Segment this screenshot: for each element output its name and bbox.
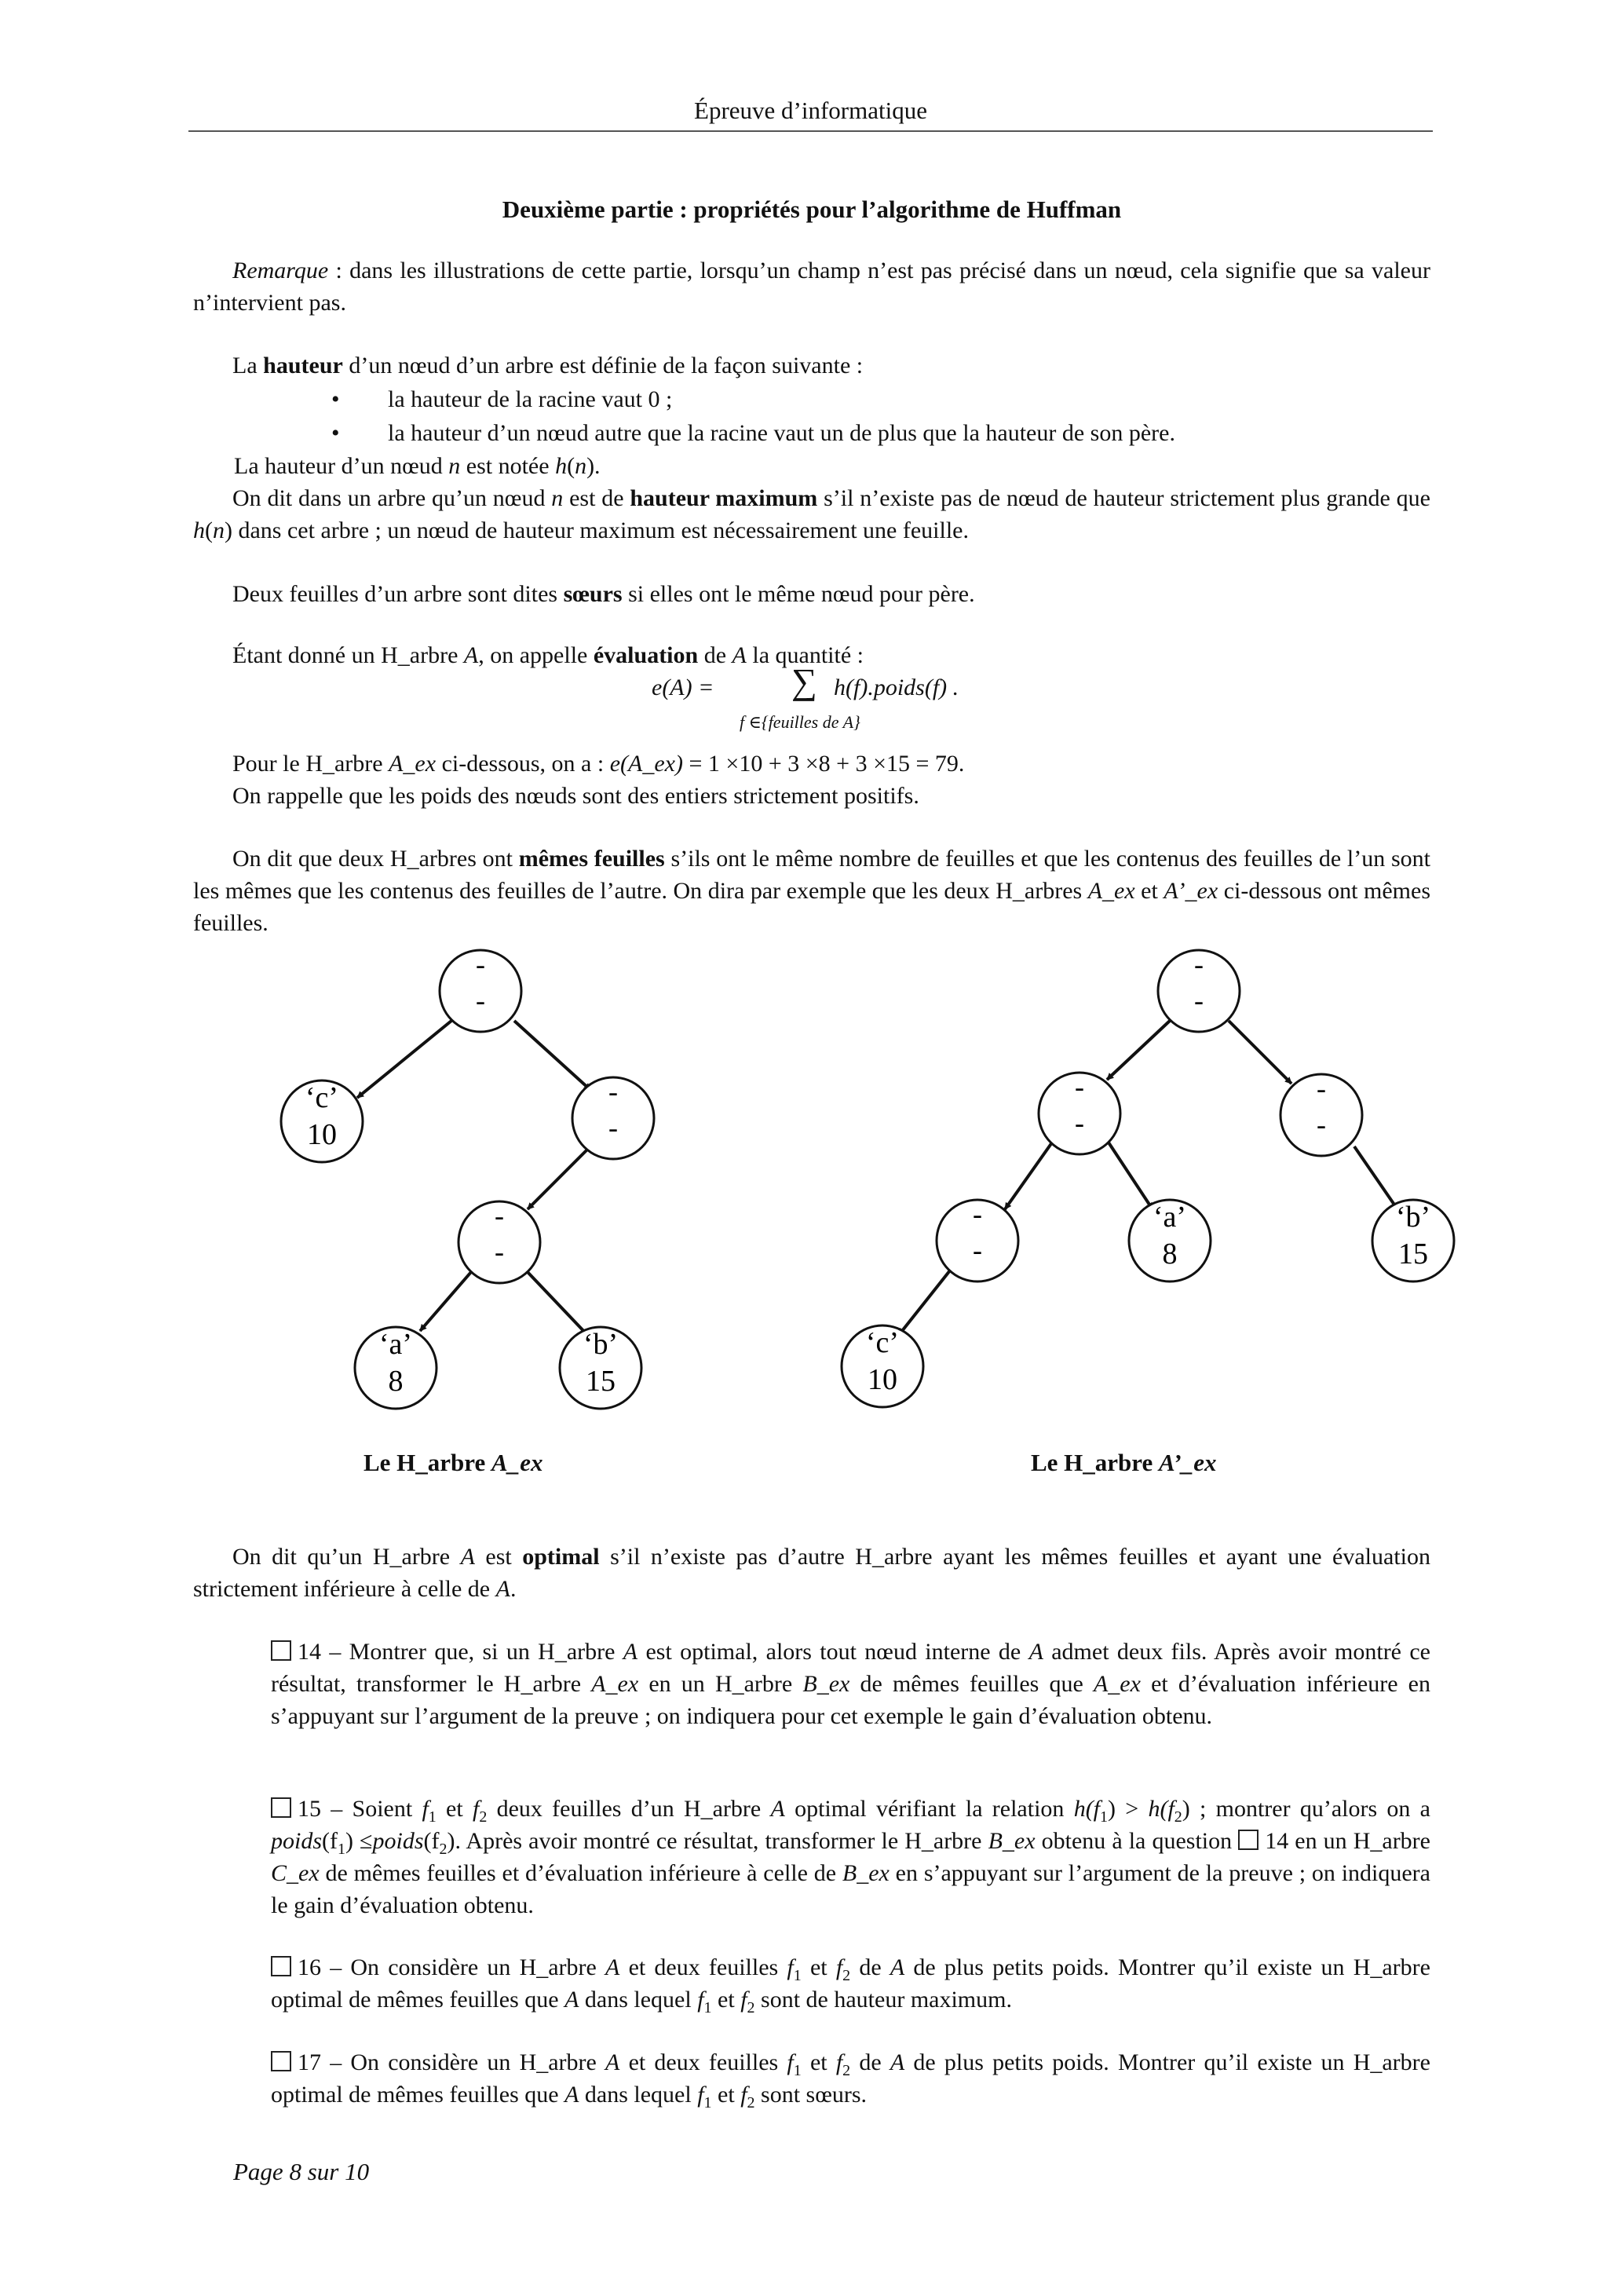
math: f [472,1796,480,1822]
math: A [623,1639,638,1665]
question-15 [271,1793,1430,1921]
text: = 1 ×10 + 3 ×8 + 3 ×15 = 79. [682,751,965,777]
text: ) ≤ [345,1828,373,1854]
tree-name: A_ex [389,751,437,777]
node-char: - [1075,1071,1084,1102]
tree-b-root-node [1158,949,1240,1032]
math: A [770,1796,785,1822]
text: est [474,1544,523,1570]
text: et [801,2049,836,2075]
evaluation-recall: On rappelle que les poids des nœuds sont des entiers strictement positifs. [232,783,919,809]
subscript: 1 [793,2062,802,2079]
text: ( [205,517,213,543]
term-optimal: optimal [522,1544,600,1570]
text: d’un nœud d’un arbre est définie de la façon suivante : [342,353,864,378]
text: est optimal, alors tout nœud interne de [637,1639,1029,1665]
question-17 [271,2046,1430,2111]
text: s’ils ont le même nombre de feuilles et que les contenus des feuilles de l’un sont les mêmes que les contenus des feuilles de l’autre. On dira par exemple que les deux H_arbres [193,846,1430,904]
tree-name: B_ex [802,1671,850,1697]
checkbox-icon [271,2051,291,2071]
text: la quantité : [746,642,864,668]
node-weight: - [973,1234,982,1266]
tree-a-leaf-c [281,1080,363,1162]
text: de mêmes feuilles et d’évaluation inférieure à celle de [319,1860,842,1886]
question-number: 14 [298,1639,321,1665]
edge [1354,1146,1397,1209]
math: f [422,1796,429,1822]
text: On dit que deux H_arbres ont [232,846,519,872]
tree-b-leaf-a [1129,1200,1211,1281]
bullet-icon: • [331,420,340,446]
edge [357,1021,451,1098]
math: A [1028,1639,1043,1665]
tree-name: A’_ex [1164,878,1218,904]
math: A [564,1987,579,2013]
text: , on appelle [478,642,594,668]
node-weight: 15 [1398,1238,1428,1270]
text: et [801,1954,836,1980]
node-char: - [1194,949,1204,980]
math: A [605,2049,620,2075]
text: La hauteur d’un nœud [234,453,449,479]
term-evaluation: évaluation [593,642,699,668]
subscript: 1 [428,1808,437,1826]
subscript: 1 [338,1841,345,1858]
math: A [460,1544,475,1570]
text: s’il n’existe pas de nœud de hauteur strictement plus grande que [817,485,1431,511]
text: ( [567,453,575,479]
node-char: - [476,949,485,980]
subscript: 2 [1174,1808,1182,1826]
page-header: Épreuve d’informatique [694,97,927,124]
subscript: 2 [747,1999,755,2016]
remark-text: : dans les illustrations de cette partie, lorsqu’un champ n’est pas précisé dans un nœud, cela signifie que sa valeur n’intervient pas. [193,258,1430,316]
question-ref: 14 [1265,1828,1289,1854]
question-number: 16 [298,1954,321,1980]
math: poids [271,1828,323,1854]
formula-lhs: e(A) = [652,675,714,700]
math: n [575,453,587,479]
edge [420,1272,471,1331]
text: de plus petits poids. Montrer qu’il existe un H_arbre optimal de mêmes feuilles que [271,2049,1430,2108]
tree-name: A_ex [1087,878,1135,904]
math: A [605,1954,620,1980]
term-hauteur: hauteur [263,353,343,378]
text: de [698,642,732,668]
text: et [711,1987,741,2013]
edge [899,1270,950,1335]
edge [1107,1021,1170,1080]
text: (f [423,1828,440,1854]
text: On dit dans un arbre qu’un nœud [232,485,552,511]
checkbox-icon [1238,1830,1259,1850]
node-char: ‘c’ [305,1081,339,1114]
math: A [732,642,747,668]
tree-a-prime-ex [842,949,1454,1407]
text: ) ; montrer qu’alors on a [1182,1796,1430,1822]
subscript: 2 [747,2094,755,2111]
text: s’il n’existe pas d’autre H_arbre ayant les mêmes feuilles et ayant une évaluation strictement inférieure à celle de [193,1544,1431,1602]
edge [1229,1021,1291,1084]
formula-rhs: h(f).poids(f) . [834,675,959,700]
tree-b-leaf-c [842,1325,923,1407]
edge [514,1021,590,1090]
text: optimal vérifiant la relation [784,1796,1074,1822]
subscript: 2 [842,1967,851,1984]
subscript: 1 [1100,1808,1109,1826]
edge [528,1148,589,1209]
node-weight: 8 [1162,1238,1178,1270]
node-char: ‘c’ [865,1326,900,1359]
tree-b-internal-node [1039,1071,1120,1154]
subscript: 1 [703,2094,712,2111]
subscript: 2 [479,1808,488,1826]
node-weight: 10 [868,1363,897,1396]
node-weight: - [1317,1109,1326,1140]
text: ) dans cet arbre ; un nœud de hauteur maximum est nécessairement une feuille. [225,517,969,543]
tree-a-root-node [440,949,521,1032]
tree-b-leaf-b [1372,1200,1454,1281]
tree-b-internal-node [1280,1073,1362,1156]
node-char: - [973,1198,982,1230]
text: – Soient [321,1796,422,1822]
text: dans lequel [579,2082,698,2108]
math: A [463,642,479,668]
text: est de [563,485,630,511]
question-16 [271,1951,1430,2016]
node-weight: - [608,1112,618,1143]
text: La [232,353,264,378]
tree-a-leaf-b [560,1327,641,1409]
text: en s’appuyant sur l’argument de la preuve ; on indiquera le gain d’évaluation obtenu. [271,1860,1430,1918]
math: f [835,2049,843,2075]
text: ci-dessous, on a : [436,751,610,777]
text: de [850,1954,890,1980]
bullet-icon: • [331,386,340,412]
edge [528,1272,589,1336]
subscript: 1 [703,1999,712,2016]
caption-a-prime-ex [1031,1446,1216,1479]
tree-name: A’_ex [1159,1449,1217,1476]
math: f [787,1954,794,1980]
math: n [213,517,225,543]
text: et deux feuilles [619,1954,787,1980]
text: ) > [1108,1796,1149,1822]
math: A [564,2082,579,2108]
edge [1109,1143,1153,1209]
tree-a-ex [281,949,654,1409]
edge [1005,1143,1052,1209]
question-number: 17 [298,2049,321,2075]
text: admet deux fils. Après avoir montré ce résultat, transformer le H_arbre [271,1639,1430,1697]
text: – On considère un H_arbre [321,1954,606,1980]
node-weight: - [1075,1107,1084,1139]
checkbox-icon [271,1956,291,1976]
text: deux feuilles d’un H_arbre [487,1796,771,1822]
math: h [193,517,205,543]
node-weight: 10 [307,1118,337,1151]
section-title: Deuxième partie : propriétés pour l’algorithme de Huffman [502,196,1122,223]
tree-a-internal-node [458,1200,540,1283]
text: de [850,2049,890,2075]
math: n [551,485,564,511]
node-char: ‘a’ [378,1328,413,1361]
node-weight: - [495,1236,504,1267]
text: et deux feuilles [619,2049,787,2075]
math: h(f [1148,1796,1174,1822]
math: e(A_ex) [609,751,683,777]
math: f [697,1987,704,2013]
text: On dit qu’un H_arbre [232,1544,461,1570]
node-weight: 15 [586,1365,616,1398]
text: sont sœurs. [754,2082,868,2108]
math: A [890,1954,905,1980]
math: f [740,2082,747,2108]
text: est notée [460,453,556,479]
tree-b-internal-node [937,1198,1018,1281]
subscript: 2 [439,1841,448,1858]
text: sont de hauteur maximum. [754,1987,1012,2013]
node-char: ‘b’ [1395,1201,1431,1234]
tree-name: A_ex [1093,1671,1141,1697]
node-char: ‘b’ [583,1328,619,1361]
text: et [436,1796,473,1822]
text: ). [586,453,601,479]
checkbox-icon [271,1797,291,1818]
math: A [890,2049,905,2075]
text: dans lequel [579,1987,698,2013]
node-char: - [495,1200,504,1231]
math: f [835,1954,843,1980]
text: et [711,2082,741,2108]
node-weight: - [476,985,485,1016]
text: Deux feuilles d’un arbre sont dites [232,581,564,607]
math: f [740,1987,747,2013]
caption-a-ex [363,1446,542,1479]
checkbox-icon [271,1640,291,1661]
remark-label: Remarque [232,258,329,283]
text: – On considère un H_arbre [321,2049,606,2075]
bullet-text: la hauteur d’un nœud autre que la racine vaut un de plus que la hauteur de son père. [388,420,1175,446]
question-number: 15 [298,1796,321,1822]
math: A [495,1576,510,1602]
caption-text: Le H_arbre [363,1449,492,1476]
subscript: 2 [842,2062,851,2079]
tree-name: B_ex [842,1860,890,1886]
term-hauteur-maximum: hauteur maximum [630,485,818,511]
node-weight: 8 [388,1365,404,1398]
tree-a-leaf-a [355,1327,437,1409]
math: h [555,453,568,479]
subscript: 1 [793,1967,802,1984]
node-char: ‘a’ [1153,1201,1187,1234]
text: en un H_arbre [638,1671,803,1697]
formula-subscript: f ∈{feuilles de A} [740,712,860,732]
text: obtenu à la question [1035,1828,1239,1854]
text: en un H_arbre [1288,1828,1430,1854]
node-char: - [608,1076,618,1107]
question-14 [271,1636,1430,1732]
term-soeurs: sœurs [563,581,623,607]
text: ). Après avoir montré ce résultat, transformer le H_arbre [447,1828,988,1854]
optimal-paragraph [193,1541,1430,1605]
math: f [787,2049,794,2075]
text: – Montrer que, si un H_arbre [321,1639,623,1665]
tree-name: C_ex [271,1860,320,1886]
text: . [510,1576,517,1602]
page-number: Page 8 sur 10 [233,2158,370,2185]
math: f [697,2082,704,2108]
term-memes-feuilles: mêmes feuilles [518,846,665,872]
text: Étant donné un H_arbre [232,642,464,668]
tree-name: B_ex [988,1828,1036,1854]
tree-a-internal-node [572,1076,654,1159]
node-char: - [1317,1073,1326,1104]
math: poids [372,1828,424,1854]
math: h(f [1073,1796,1101,1822]
tree-name: A_ex [591,1671,639,1697]
text: si elles ont le même nœud pour père. [622,581,975,607]
text: et d’évaluation inférieure en s’appuyant sur l’argument de la preuve ; on indiquera pour cet exemple le gain d’évaluation obtenu. [271,1671,1430,1729]
tree-name: A_ex [491,1449,543,1476]
text: ci-dessous ont mêmes feuilles. [193,878,1430,936]
node-weight: - [1194,985,1204,1016]
text: de plus petits poids. Montrer qu’il existe un H_arbre optimal de mêmes feuilles que [271,1954,1430,2013]
caption-text: Le H_arbre [1031,1449,1160,1476]
text: de mêmes feuilles que [849,1671,1094,1697]
math: n [448,453,461,479]
bullet-text: la hauteur de la racine vaut 0 ; [388,386,673,412]
text: et [1134,878,1164,904]
sum-symbol: ∑ [791,661,817,701]
text: Pour le H_arbre [232,751,389,777]
text: (f [322,1828,338,1854]
